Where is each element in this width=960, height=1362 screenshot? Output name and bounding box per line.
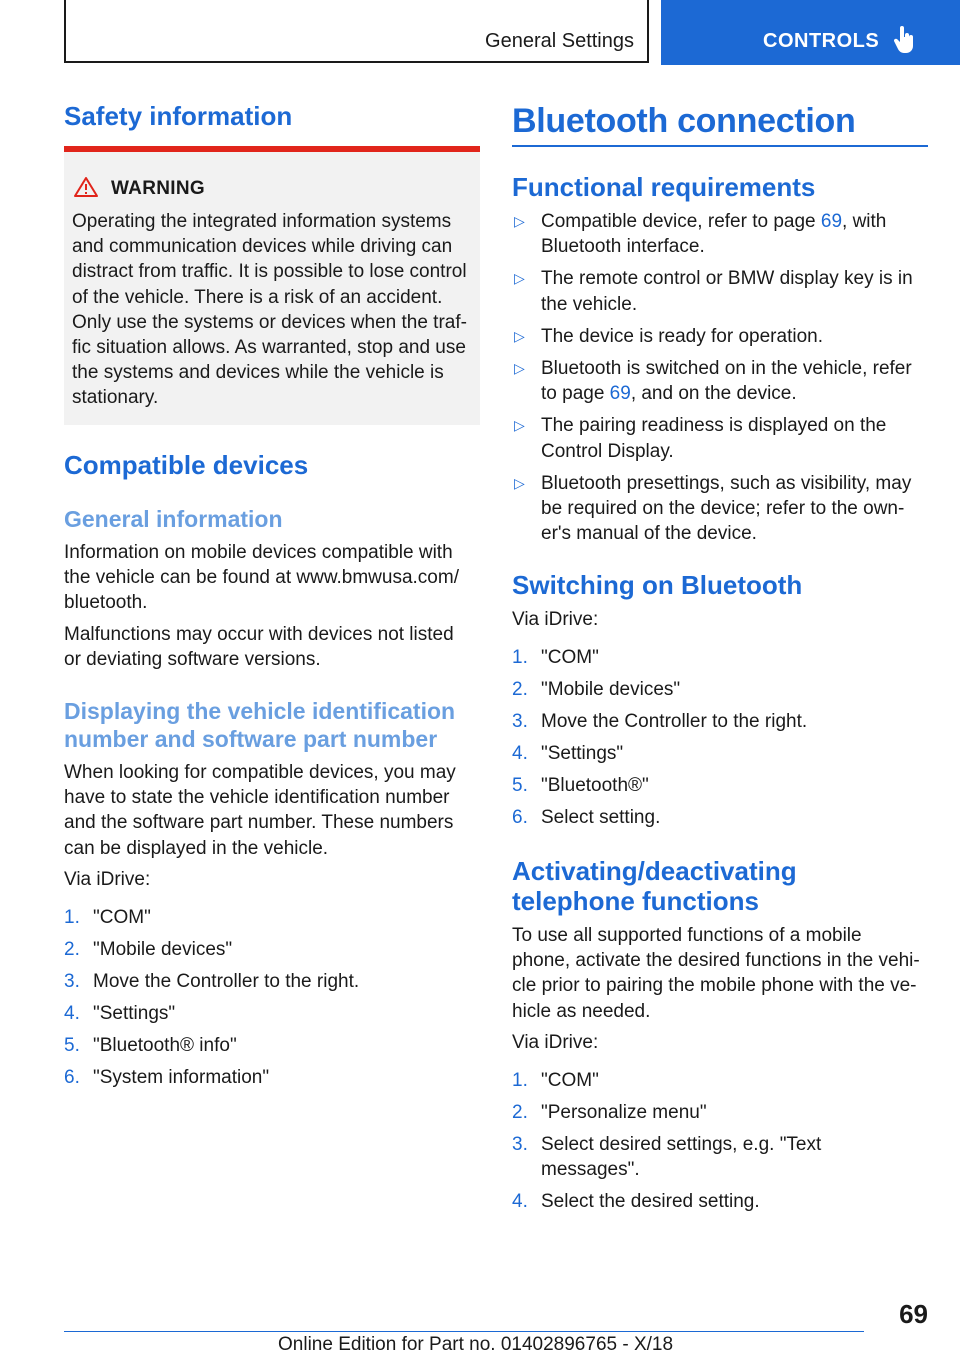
safety-information-heading: Safety information <box>64 101 293 131</box>
bluetooth-connection-heading: Bluetooth connection <box>512 102 856 140</box>
text-line: The device is ready for operation. <box>541 325 823 347</box>
list-item <box>512 773 928 798</box>
step-text: "Settings" <box>541 743 624 764</box>
switching-on-bluetooth-heading: Switching on Bluetooth <box>512 570 803 600</box>
text-line: have to state the vehicle identification number <box>64 787 450 809</box>
text: Compatible device, refer to page <box>541 211 821 232</box>
heading-rule <box>512 145 928 147</box>
warning-title: WARNING <box>111 178 205 199</box>
section-title: General Settings <box>485 30 634 52</box>
step-number: 1. <box>512 647 528 668</box>
requirements-list <box>512 209 928 546</box>
step-number: 1. <box>512 1070 528 1091</box>
bullet-triangle-icon: ▷ <box>514 327 525 344</box>
text: , with <box>842 211 887 232</box>
list-item <box>512 1189 928 1214</box>
warning-line: and communication devices while driving can <box>72 236 453 258</box>
list-item <box>512 741 928 766</box>
text-line: er's manual of the device. <box>541 523 757 545</box>
page-number: 69 <box>899 1299 928 1329</box>
text-line: To use all supported functions of a mobile <box>512 925 862 946</box>
list-item <box>512 324 928 349</box>
step-number: 4. <box>512 743 528 764</box>
warning-text <box>72 209 472 411</box>
general-information-heading: General information <box>64 506 283 532</box>
text-line: or deviating software versions. <box>64 649 321 671</box>
step-text: Move the Controller to the right. <box>541 711 808 732</box>
text-line: Malfunctions may occur with devices not listed <box>64 624 454 645</box>
step-text: "COM" <box>541 647 599 668</box>
text-line: Bluetooth is switched on in the vehicle, refer <box>541 358 912 380</box>
text: , and on the device. <box>630 383 797 405</box>
step-number: 3. <box>512 711 528 732</box>
vin-paragraph <box>64 760 480 861</box>
text-line: cle prior to pairing the mobile phone with the ve‐ <box>512 975 917 997</box>
text-line: The remote control or BMW display key is in <box>541 268 913 290</box>
list-item <box>512 1100 928 1125</box>
list-item <box>64 937 480 962</box>
warning-line: Operating the integrated information systems <box>72 211 452 232</box>
warning-box <box>64 146 480 425</box>
step-text: "Bluetooth®" <box>541 775 649 796</box>
step-number: 4. <box>64 1003 80 1024</box>
step-text: "System information" <box>93 1067 270 1088</box>
step-text: "Mobile devices" <box>541 679 681 700</box>
list-item <box>512 413 928 463</box>
running-header-section <box>64 0 649 63</box>
warning-triangle-icon <box>73 176 99 203</box>
step-number: 2. <box>512 679 528 700</box>
list-item <box>512 1132 928 1182</box>
list-item <box>64 1065 480 1090</box>
bullet-triangle-icon: ▷ <box>514 360 525 377</box>
via-idrive-label: Via iDrive: <box>512 1032 599 1053</box>
list-item <box>512 209 928 259</box>
text: to page <box>541 383 610 405</box>
text-line: bluetooth. <box>64 592 148 614</box>
functional-requirements-heading: Functional requirements <box>512 172 816 202</box>
step-text: Select the desired setting. <box>541 1191 760 1213</box>
step-text: Select setting. <box>541 807 661 828</box>
text-line: The pairing readiness is displayed on the <box>541 415 887 437</box>
step-text: "COM" <box>541 1070 599 1091</box>
list-item <box>512 356 928 406</box>
text-line: Bluetooth interface. <box>541 236 705 258</box>
text-line: Control Display. <box>541 440 674 462</box>
list-item <box>64 1033 480 1058</box>
bullet-triangle-icon: ▷ <box>514 474 525 491</box>
footer-edition: Online Edition for Part no. 01402896765 - X/18 <box>278 1334 674 1355</box>
text-line: hicle as needed. <box>512 1000 651 1022</box>
step-number: 5. <box>64 1035 80 1056</box>
general-info-paragraph-1 <box>64 540 480 616</box>
heading-line: Activating/deactivating <box>512 856 797 886</box>
heading-line: telephone functions <box>512 886 759 916</box>
step-number: 6. <box>512 807 528 828</box>
text-line: the vehicle can be found at www.bmwusa.com/ <box>64 567 459 589</box>
chapter-tab <box>661 0 960 65</box>
step-number: 3. <box>64 971 80 992</box>
general-info-paragraph-2 <box>64 622 480 672</box>
heading-line: Displaying the vehicle identification <box>64 698 456 724</box>
step-number: 2. <box>64 939 80 960</box>
list-item <box>512 677 928 702</box>
step-text: "Settings" <box>93 1003 176 1024</box>
list-item <box>64 1001 480 1026</box>
activating-telephone-functions-heading <box>512 856 797 916</box>
page-link[interactable]: 69 <box>820 211 843 232</box>
warning-line: distract from traffic. It is possible to lose control <box>72 261 467 283</box>
text-line: be required on the device; refer to the own‐ <box>541 498 905 520</box>
step-number: 4. <box>512 1191 528 1213</box>
text-line: phone, activate the desired functions in the vehi‐ <box>512 950 920 972</box>
heading-line: number and software part number <box>64 726 438 752</box>
list-item <box>64 969 480 994</box>
vin-steps-list <box>64 905 480 1090</box>
activate-steps-list <box>512 1068 928 1214</box>
warning-line: of the vehicle. There is a risk of an accident. <box>72 286 443 308</box>
page-link[interactable]: 69 <box>609 383 631 405</box>
via-idrive-label: Via iDrive: <box>64 869 151 890</box>
warning-line: stationary. <box>72 387 159 409</box>
list-item <box>512 805 928 830</box>
list-item <box>512 266 928 316</box>
list-item <box>512 471 928 547</box>
warning-line: fic situation allows. As warranted, stop and use <box>72 337 466 359</box>
step-text: "COM" <box>93 907 151 928</box>
step-number: 3. <box>512 1134 528 1155</box>
list-item <box>512 645 928 670</box>
text-line: When looking for compatible devices, you may <box>64 762 456 783</box>
text-line: Information on mobile devices compatible with <box>64 542 453 563</box>
step-text: "Personalize menu" <box>541 1102 707 1123</box>
step-text: Move the Controller to the right. <box>93 971 360 992</box>
text-line: the vehicle. <box>541 293 638 315</box>
list-item <box>64 905 480 930</box>
bullet-triangle-icon: ▷ <box>514 213 525 229</box>
footer-rule <box>64 1331 864 1332</box>
via-idrive-label: Via iDrive: <box>512 609 599 630</box>
step-text: "Mobile devices" <box>93 939 233 960</box>
step-number: 2. <box>512 1102 528 1123</box>
warning-line: Only use the systems or devices when the traf‐ <box>72 311 467 333</box>
step-number: 5. <box>512 775 528 796</box>
step-text: "Bluetooth® info" <box>93 1035 237 1056</box>
compatible-devices-heading: Compatible devices <box>64 450 309 480</box>
text-line: can be displayed in the vehicle. <box>64 837 329 859</box>
text-line: and the software part number. These numbers <box>64 812 454 834</box>
bullet-triangle-icon: ▷ <box>514 417 525 434</box>
pointing-hand-icon <box>894 26 916 59</box>
list-item <box>512 709 928 734</box>
warning-line: the systems and devices while the vehicle is <box>72 362 444 384</box>
chapter-title: CONTROLS <box>763 30 880 52</box>
step-text: Select desired settings, e.g. "Text <box>541 1134 822 1155</box>
switch-steps-list <box>512 645 928 830</box>
text-line: Bluetooth presettings, such as visibility, may <box>541 472 912 494</box>
step-number: 1. <box>64 907 80 928</box>
activate-paragraph <box>512 923 928 1024</box>
step-number: 6. <box>64 1067 80 1088</box>
step-text: messages". <box>541 1159 640 1181</box>
bullet-triangle-icon: ▷ <box>514 270 525 287</box>
list-item <box>512 1068 928 1093</box>
vin-heading <box>64 697 455 753</box>
